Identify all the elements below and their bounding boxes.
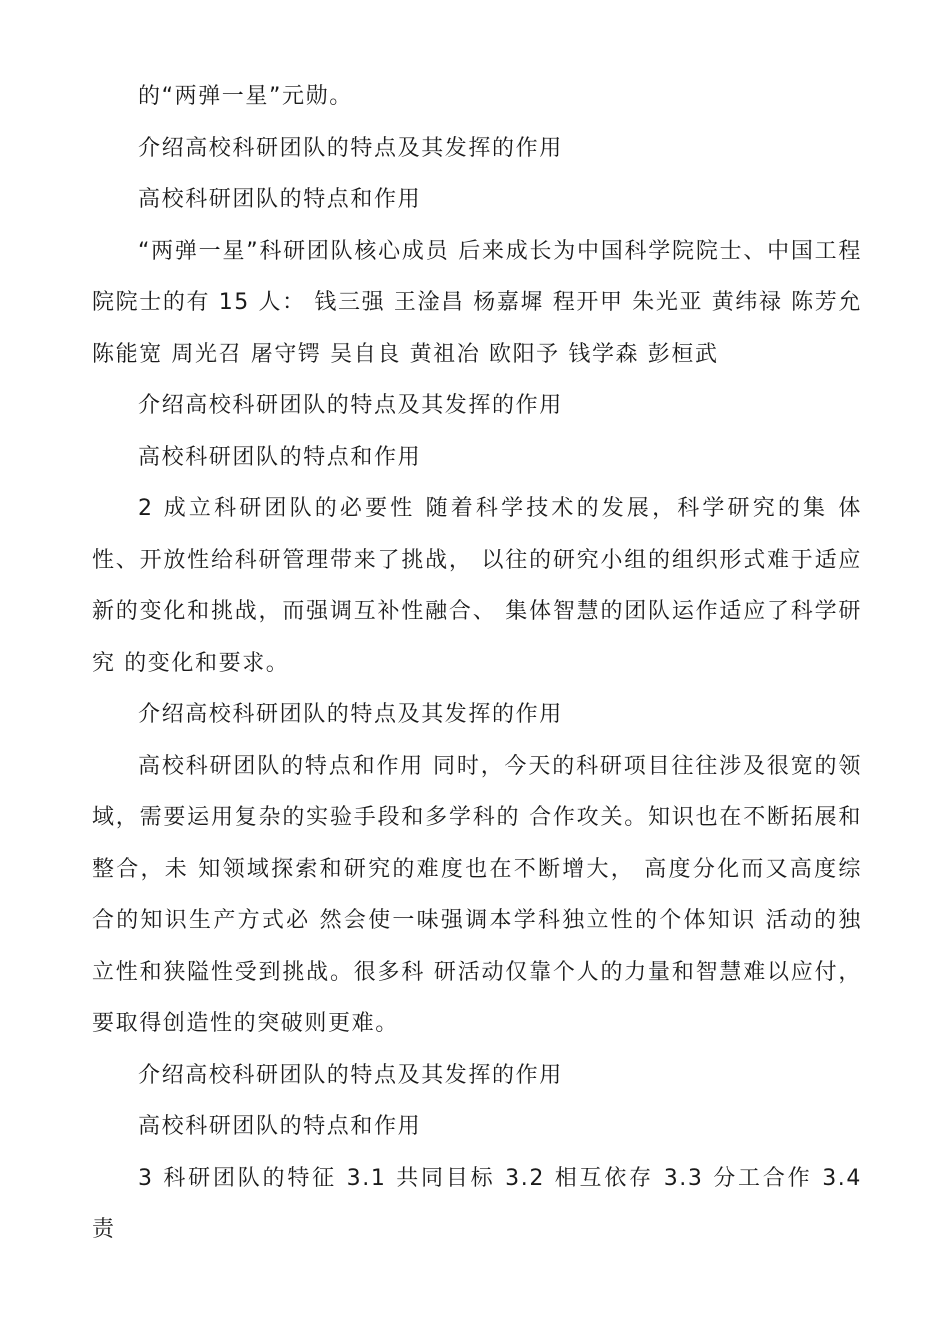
paragraph-10: 介绍高校科研团队的特点及其发挥的作用 — [138, 1062, 563, 1088]
paragraph-7: 2 成立科研团队的必要性 随着科学技术的发展，科学研究的集 体性、开放性给科研管理带来了挑战， 以往的研究小组的组织形式难于适应 新的变化和挑战，而强调互补性融合、 集体智慧的团队运作适应了科学研究 的变化和要求。 — [92, 496, 862, 676]
document-body — [92, 71, 862, 1256]
paragraph-5: 介绍高校科研团队的特点及其发挥的作用 — [138, 393, 563, 418]
paragraph-2: 介绍高校科研团队的特点及其发挥的作用 — [138, 135, 563, 161]
paragraph-9: 高校科研团队的特点和作用 同时，今天的科研项目往往涉及很宽的领 域，需要运用复杂的实验手段和多学科的 合作攻关。知识也在不断拓展和整合，未 知领域探索和研究的难度也在不断增大， 高度分化而又高度综合的知识生产方式必 然会使一味强调本学科独立性的个体知识 活动的独立性和狭隘性受到挑战。很多科 研活动仅靠个人的力量和智慧难以应付， 要取得创造性的突破则更难。 — [92, 753, 862, 1036]
paragraph-6: 高校科研团队的特点和作用 — [138, 444, 422, 470]
paragraph-12: 3 科研团队的特征 3.1 共同目标 3.2 相互依存 3.3 分工合作 3.4 责 — [92, 1165, 862, 1242]
paragraph-3: 高校科研团队的特点和作用 — [138, 187, 422, 212]
paragraph-11: 高校科研团队的特点和作用 — [138, 1114, 422, 1139]
paragraph-4: “两弹一星”科研团队核心成员 后来成长为中国科学院院士、中国工程院院士的有 15 人： 钱三强 王淦昌 杨嘉墀 程开甲 朱光亚 黄纬禄 陈芳允 陈能宽 周光召 屠守锷 吴自良 黄祖冶 欧阳予 钱学森 彭桓武 — [92, 238, 862, 367]
paragraph-1: 的“两弹一星”元勋。 — [138, 84, 353, 109]
paragraph-8: 介绍高校科研团队的特点及其发挥的作用 — [138, 702, 563, 727]
